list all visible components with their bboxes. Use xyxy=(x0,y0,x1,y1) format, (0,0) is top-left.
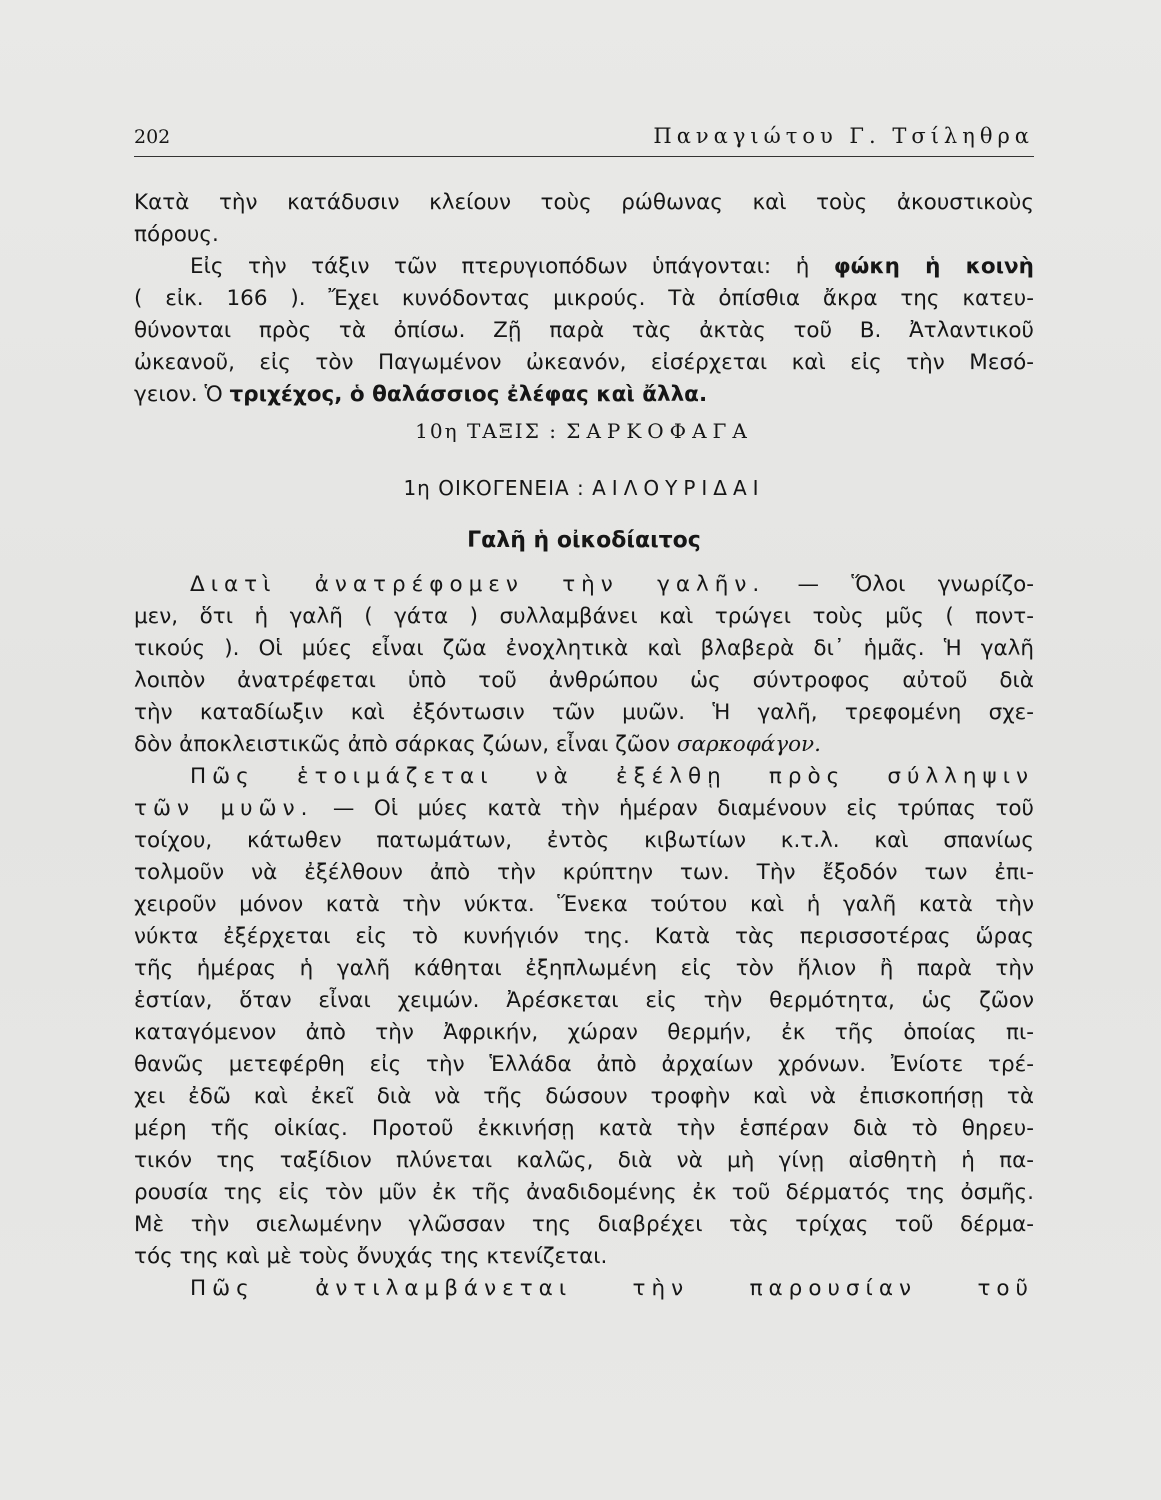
text-line: χει ἐδῶ καὶ ἐκεῖ διὰ νὰ τῆς δώσουν τροφὴν καὶ νὰ ἐπισκοπήσῃ τὰ xyxy=(134,1084,1034,1109)
italic-term: σαρκοφάγον. xyxy=(676,732,821,757)
text-line: ρουσία της εἰς τὸν μῦν ἐκ τῆς ἀναδιδομένης ἐκ τοῦ δέρματός της ὀσμῆς. xyxy=(134,1180,1034,1205)
body-text xyxy=(134,187,1034,1305)
section-lead: Διατὶ ἀνατρέφομεν τὴν γαλῆν. xyxy=(190,572,766,597)
text-line: ἑστίαν, ὅταν εἶναι χειμών. Ἀρέσκεται εἰς τὴν θερμότητα, ὡς ζῶον xyxy=(134,988,1034,1013)
text-line: Μὲ τὴν σιελωμένην γλῶσσαν της διαβρέχει τὰς τρίχας τοῦ δέρμα- xyxy=(134,1212,1034,1237)
text-line: καταγόμενον ἀπὸ τὴν Ἀφρικήν, χώραν θερμήν, ἐκ τῆς ὁποίας πι- xyxy=(134,1020,1034,1045)
text-line: θύνονται πρὸς τὰ ὀπίσω. Ζῇ παρὰ τὰς ἀκτὰς τοῦ Β. Ἀτλαντικοῦ xyxy=(134,318,1034,343)
text-line: τῆς ἡμέρας ἡ γαλῆ κάθηται ἐξηπλωμένη εἰς τὸν ἥλιον ἢ παρὰ τὴν xyxy=(134,956,1034,981)
running-title: Παναγιώτου Γ. Τσίληθρα xyxy=(653,124,1034,148)
text-line: θανῶς μετεφέρθη εἰς τὴν Ἑλλάδα ἀπὸ ἀρχαίων χρόνων. Ἐνίοτε τρέ- xyxy=(134,1052,1034,1077)
text-line: λοιπὸν ἀνατρέφεται ὑπὸ τοῦ ἀνθρώπου ὡς σύντροφος αὐτοῦ διὰ xyxy=(134,668,1034,693)
text-line: γειον. Ὁ τριχέχος, ὁ θαλάσσιος ἐλέφας καὶ ἄλλα. xyxy=(134,382,708,407)
text-line: Κατὰ τὴν κατάδυσιν κλείουν τοὺς ρώθωνας καὶ τοὺς ἀκουστικοὺς xyxy=(134,190,1034,215)
text-line: τοίχου, κάτωθεν πατωμάτων, ἐντὸς κιβωτίων κ.τ.λ. καὶ σπανίως xyxy=(134,828,1034,853)
text-line: Εἰς τὴν τάξιν τῶν πτερυγιοπόδων ὑπάγονται: ἡ φώκη ἡ κοινὴ xyxy=(190,254,1034,279)
text-line: πόρους. xyxy=(134,222,219,247)
page-header xyxy=(134,122,1034,157)
page-number: 202 xyxy=(134,126,171,148)
text-line: τικούς ). Οἱ μύες εἶναι ζῶα ἐνοχλητικὰ καὶ βλαβερὰ δι᾽ ἡμᾶς. Ἡ γαλῆ xyxy=(134,636,1034,661)
species-title: Γαλῆ ἡ οἰκοδίαιτος xyxy=(467,528,701,553)
text-line: ( εἰκ. 166 ). Ἔχει κυνόδοντας μικρούς. Τὰ ὀπίσθια ἄκρα της κατευ- xyxy=(134,286,1034,311)
text-line: ὠκεανοῦ, εἰς τὸν Παγωμένον ὠκεανόν, εἰσέρχεται καὶ εἰς τὴν Μεσό- xyxy=(134,350,1034,375)
section-lead: Πῶς ἀντιλαμβάνεται τὴν παρουσίαν τοῦ xyxy=(190,1276,1034,1301)
text-line: τικόν της ταξίδιον πλύνεται καλῶς, διὰ νὰ μὴ γίνῃ αἰσθητὴ ἡ πα- xyxy=(134,1148,1034,1173)
text-line: μεν, ὅτι ἡ γαλῆ ( γάτα ) συλλαμβάνει καὶ τρώγει τοὺς μῦς ( ποντ- xyxy=(134,604,1034,629)
text-line: νύκτα ἐξέρχεται εἰς τὸ κυνήγιόν της. Κατὰ τὰς περισσοτέρας ὥρας xyxy=(134,924,1034,949)
bold-term: φώκη ἡ κοινὴ xyxy=(833,254,1034,279)
text-line: μέρη τῆς οἰκίας. Προτοῦ ἐκκινήσῃ κατὰ τὴν ἑσπέραν διὰ τὸ θηρευ- xyxy=(134,1116,1034,1141)
text-line: Διατὶ ἀνατρέφομεν τὴν γαλῆν. — Ὅλοι γνωρίζο- xyxy=(190,572,1034,597)
text-line: τὴν καταδίωξιν καὶ ἐξόντωσιν τῶν μυῶν. Ἡ γαλῆ, τρεφομένη σχε- xyxy=(134,700,1034,725)
text-line: τός της καὶ μὲ τοὺς ὄνυχάς της κτενίζεται. xyxy=(134,1244,608,1269)
text-line: χειροῦν μόνον κατὰ τὴν νύκτα. Ἕνεκα τούτου καὶ ἡ γαλῆ κατὰ τὴν xyxy=(134,892,1034,917)
family-heading: 1η ΟΙΚΟΓΕΝΕΙΑ : ΑΙΛΟΥΡΙΔΑΙ xyxy=(403,476,765,500)
bold-term: τριχέχος, ὁ θαλάσσιος ἐλέφας καὶ ἄλλα. xyxy=(229,382,708,407)
text-line: τολμοῦν νὰ ἐξέλθουν ἀπὸ τὴν κρύπτην των. Τὴν ἔξοδόν των ἐπι- xyxy=(134,860,1034,885)
text-line: δὸν ἀποκλειστικῶς ἀπὸ σάρκας ζώων, εἶναι ζῶον σαρκοφάγον. xyxy=(134,732,821,757)
class-heading: 10η ΤΑΞΙΣ : ΣΑΡΚΟΦΑΓΑ xyxy=(415,419,753,443)
section-lead: τῶν μυῶν. xyxy=(134,796,314,821)
section-lead: Πῶς ἑτοιμάζεται νὰ ἐξέλθῃ πρὸς σύλληψιν xyxy=(190,764,1034,789)
text-line: τῶν μυῶν. — Οἱ μύες κατὰ τὴν ἡμέραν διαμένουν εἰς τρύπας τοῦ xyxy=(134,796,1034,821)
